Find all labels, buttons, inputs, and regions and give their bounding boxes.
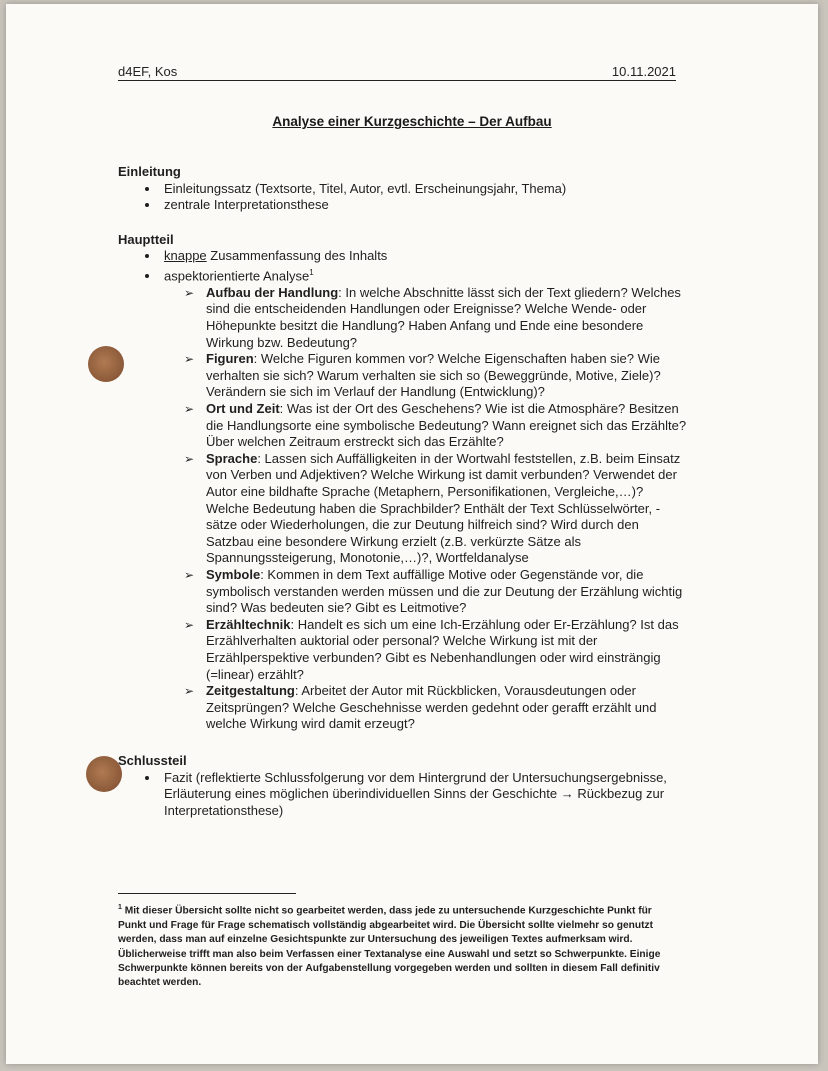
list-item-text: Zusammenfassung des Inhalts xyxy=(206,248,388,264)
schlussteil-list xyxy=(118,770,688,820)
footnote xyxy=(118,901,678,991)
hauptteil-list xyxy=(118,248,688,285)
arrow-bullet-icon: ➢ xyxy=(184,451,195,466)
aspect-item xyxy=(184,567,688,617)
aspect-item xyxy=(184,683,688,733)
section-heading-einleitung: Einleitung xyxy=(118,164,181,179)
aspect-term: Aufbau der Handlung xyxy=(206,284,339,300)
aspect-term: Symbole xyxy=(206,566,261,582)
arrow-bullet-icon: ➢ xyxy=(184,567,195,582)
einleitung-list xyxy=(118,181,688,214)
arrow-bullet-icon: ➢ xyxy=(184,402,195,417)
aspect-term: Zeitgestaltung xyxy=(206,683,295,699)
aspect-item xyxy=(184,617,688,683)
aspect-term: Erzähltechnik xyxy=(206,616,291,632)
aspect-text: : Handelt es sich um eine Ich-Erzählung oder Er-Erzählung? Ist das Erzählverhalten auktorial oder personal? Welche Wirkung ist mit der Erzählperspektive verbunden? Gibt es Nebenhandlungen oder wird einsträngig (=linear) erzählt? xyxy=(206,616,679,682)
list-item: • Fazit (reflektierte Schlussfolgerung vor dem Hintergrund der Untersuchungsergebnisse, Erläuterung eines möglichen überindividuellen Sinns der Geschichte → Rückbezug zur Interpretationsthese) xyxy=(160,770,688,820)
footnote-divider xyxy=(118,893,296,894)
aspect-text: : Was ist der Ort des Geschehens? Wie ist die Atmosphäre? Besitzen die Handlungsorte eine symbolische Bedeutung? Wann ereignet sich das Erzählte? Über welchen Zeitraum erstreckt sich das Erzählte? xyxy=(206,401,687,450)
page-title: Analyse einer Kurzgeschichte – Der Aufbau xyxy=(272,114,552,129)
footnote-text: Mit dieser Übersicht sollte nicht so gearbeitet werden, dass jede zu untersuchende Kurzgeschichte Punkt für Punkt und Frage für Frage schematisch vollständig abgearbeitet wird. Die Übersicht sollte vielmehr so genutzt werden, dass man auf einzelne Gesichtspunkte zur Untersuchung des jeweiligen Textes aufmerksam wird. Üblicherweise trifft man also beim Verfassen einer Textanalyse eine Auswahl und setzt so Schwerpunkte. Einige Schwerpunkte können bereits von der xyxy=(118,905,661,975)
section-heading-hauptteil: Hauptteil xyxy=(118,231,174,247)
aspect-text: : Arbeitet der Autor mit Rückblicken, Vorausdeutungen oder Zeitsprüngen? Welche Geschehnisse werden gedehnt oder gerafft erzählt und welche Wirkung wird damit erzeugt? xyxy=(206,683,657,732)
underlined-word: knappe xyxy=(164,248,207,264)
list-item xyxy=(160,248,688,265)
footnote-mark: 1 xyxy=(118,904,122,911)
list-item: • zentrale Interpretationsthese xyxy=(160,197,688,214)
header-class-teacher: d4EF, Kos xyxy=(118,64,178,79)
arrow-bullet-icon: ➢ xyxy=(184,617,195,632)
page-header xyxy=(118,64,676,81)
header-date: 10.11.2021 xyxy=(611,64,676,79)
aspect-text: : Welche Figuren kommen vor? Welche Eigenschaften haben sie? Wie verhalten sie sich? Warum verhalten sie sich so (Beweggründe, Motive, Ziele)? Verändern sie sich im Verlauf der Handlung (Entwicklung)? xyxy=(206,351,661,400)
document-body xyxy=(118,164,688,819)
list-item-text: aspektorientierte Analyse xyxy=(164,268,310,284)
arrow-bullet-icon: ➢ xyxy=(184,285,195,300)
aspect-item xyxy=(184,401,688,451)
section-heading-schlussteil: Schlussteil xyxy=(118,752,187,768)
footnote-end: werden und sollten in diesem Fall definitiv beachtet werden. xyxy=(118,963,660,989)
footnote-emphasis: Aufgabenstellung vorgegeben xyxy=(305,963,452,975)
aspect-text: : In welche Abschnitte lässt sich der Text gliedern? Welches sind die entscheidenden Handlungen oder Ereignisse? Welche Wende- oder Höhepunkte besitzt die Handlung? Haben Anfang und Ende eine besondere Wirkung bzw. Bedeutung? xyxy=(206,284,681,350)
arrow-bullet-icon: ➢ xyxy=(184,352,195,367)
list-item: • Einleitungssatz (Textsorte, Titel, Autor, evtl. Erscheinungsjahr, Thema) xyxy=(160,181,688,198)
arrow-bullet-icon: ➢ xyxy=(184,684,195,699)
footnote-reference: 1 xyxy=(309,267,314,277)
document-page xyxy=(6,4,818,1064)
aspect-term: Sprache xyxy=(206,450,258,466)
list-item xyxy=(160,265,688,285)
aspect-text: : Lassen sich Auffälligkeiten in der Wortwahl feststellen, z.B. beim Einsatz von Verben und Adjektiven? Welche Wirkung ist damit verbunden? Verwendet der Autor eine bildhafte Sprache (Metaphern, Personifikationen, Vergleiche,…)? Welche Bedeutung haben die Sprachbilder? Enthält der Text Schlüsselwörter, -sätze oder Wiederholungen, die zur Deutung hilfreich sind? Wird durch den Satzbau eine besondere Wirkung erzielt (z.B. verkürzte Sätze als Spannungssteigerung, Monotonie,…)?, Wortfeldanalyse xyxy=(206,450,681,566)
aspect-term: Ort und Zeit xyxy=(206,401,280,417)
aspect-list xyxy=(118,285,688,733)
aspect-term: Figuren xyxy=(206,351,254,367)
aspect-item xyxy=(184,285,688,351)
aspect-item xyxy=(184,451,688,567)
aspect-text: : Kommen in dem Text auffällige Motive oder Gegenstände vor, die symbolisch verstanden werden müssen und die zur Deutung der Erzählung wichtig sind? Was bedeuten sie? Gibt es Leitmotive? xyxy=(206,566,683,616)
aspect-item xyxy=(184,351,688,401)
punch-hole-bottom xyxy=(86,756,122,792)
